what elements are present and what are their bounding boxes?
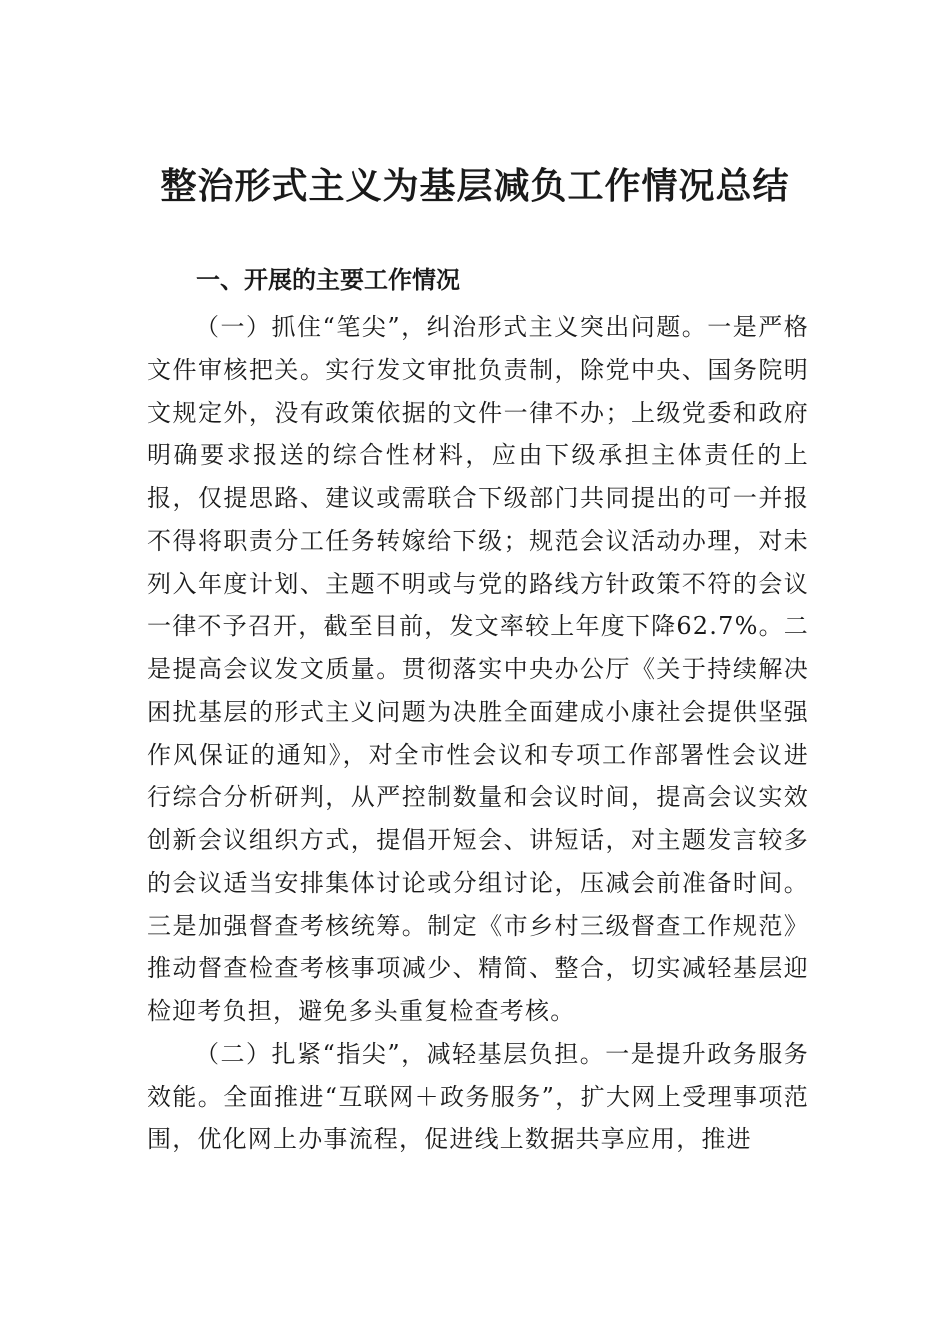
paragraph-1: （一）抓住“笔尖”，纠治形式主义突出问题。一是严格文件审核把关。实行发文审批负责制，除党中央、国务院明文规定外，没有政策依据的文件一律不办；上级党委和政府明确要求报送的综合性材料，应由下级承担主体责任的上报，仅提思路、建议或需联合下级部门共同提出的可一并报不得将职责分工任务转嫁给下级；规范会议活动办理，对未列入年度计划、主题不明或与党的路线方针政策不符的会议一律不予召开，截至目前，发文率较上年度下降62.7%。二是提高会议发文质量。贯彻落实中央办公厅《关于持续解决困扰基层的形式主义问题为决胜全面建成小康社会提供坚强作风保证的通知》，对全市性会议和专项工作部署性会议进行综合分析研判，从严控制数量和会议时间，提高会议实效创新会议组织方式，提倡开短会、讲短话，对主题发言较多的会议适当安排集体讨论或分组讨论，压减会前准备时间。三是加强督查考核统筹。制定《市乡村三级督查工作规范》推动督查检查考核事项减少、精简、整合，切实减轻基层迎检迎考负担，避免多头重复检查考核。: [147, 313, 809, 1025]
document-title: 整治形式主义为基层减负工作情况总结: [160, 165, 790, 207]
paragraph-2: （二）扎紧“指尖”，减轻基层负担。一是提升政务服务效能。全面推进“互联网＋政务服务”，扩大网上受理事项范围，优化网上办事流程，促进线上数据共享应用，推进: [147, 1039, 809, 1154]
section-heading: 一、开展的主要工作情况: [196, 266, 460, 294]
document-body: [147, 306, 809, 1161]
